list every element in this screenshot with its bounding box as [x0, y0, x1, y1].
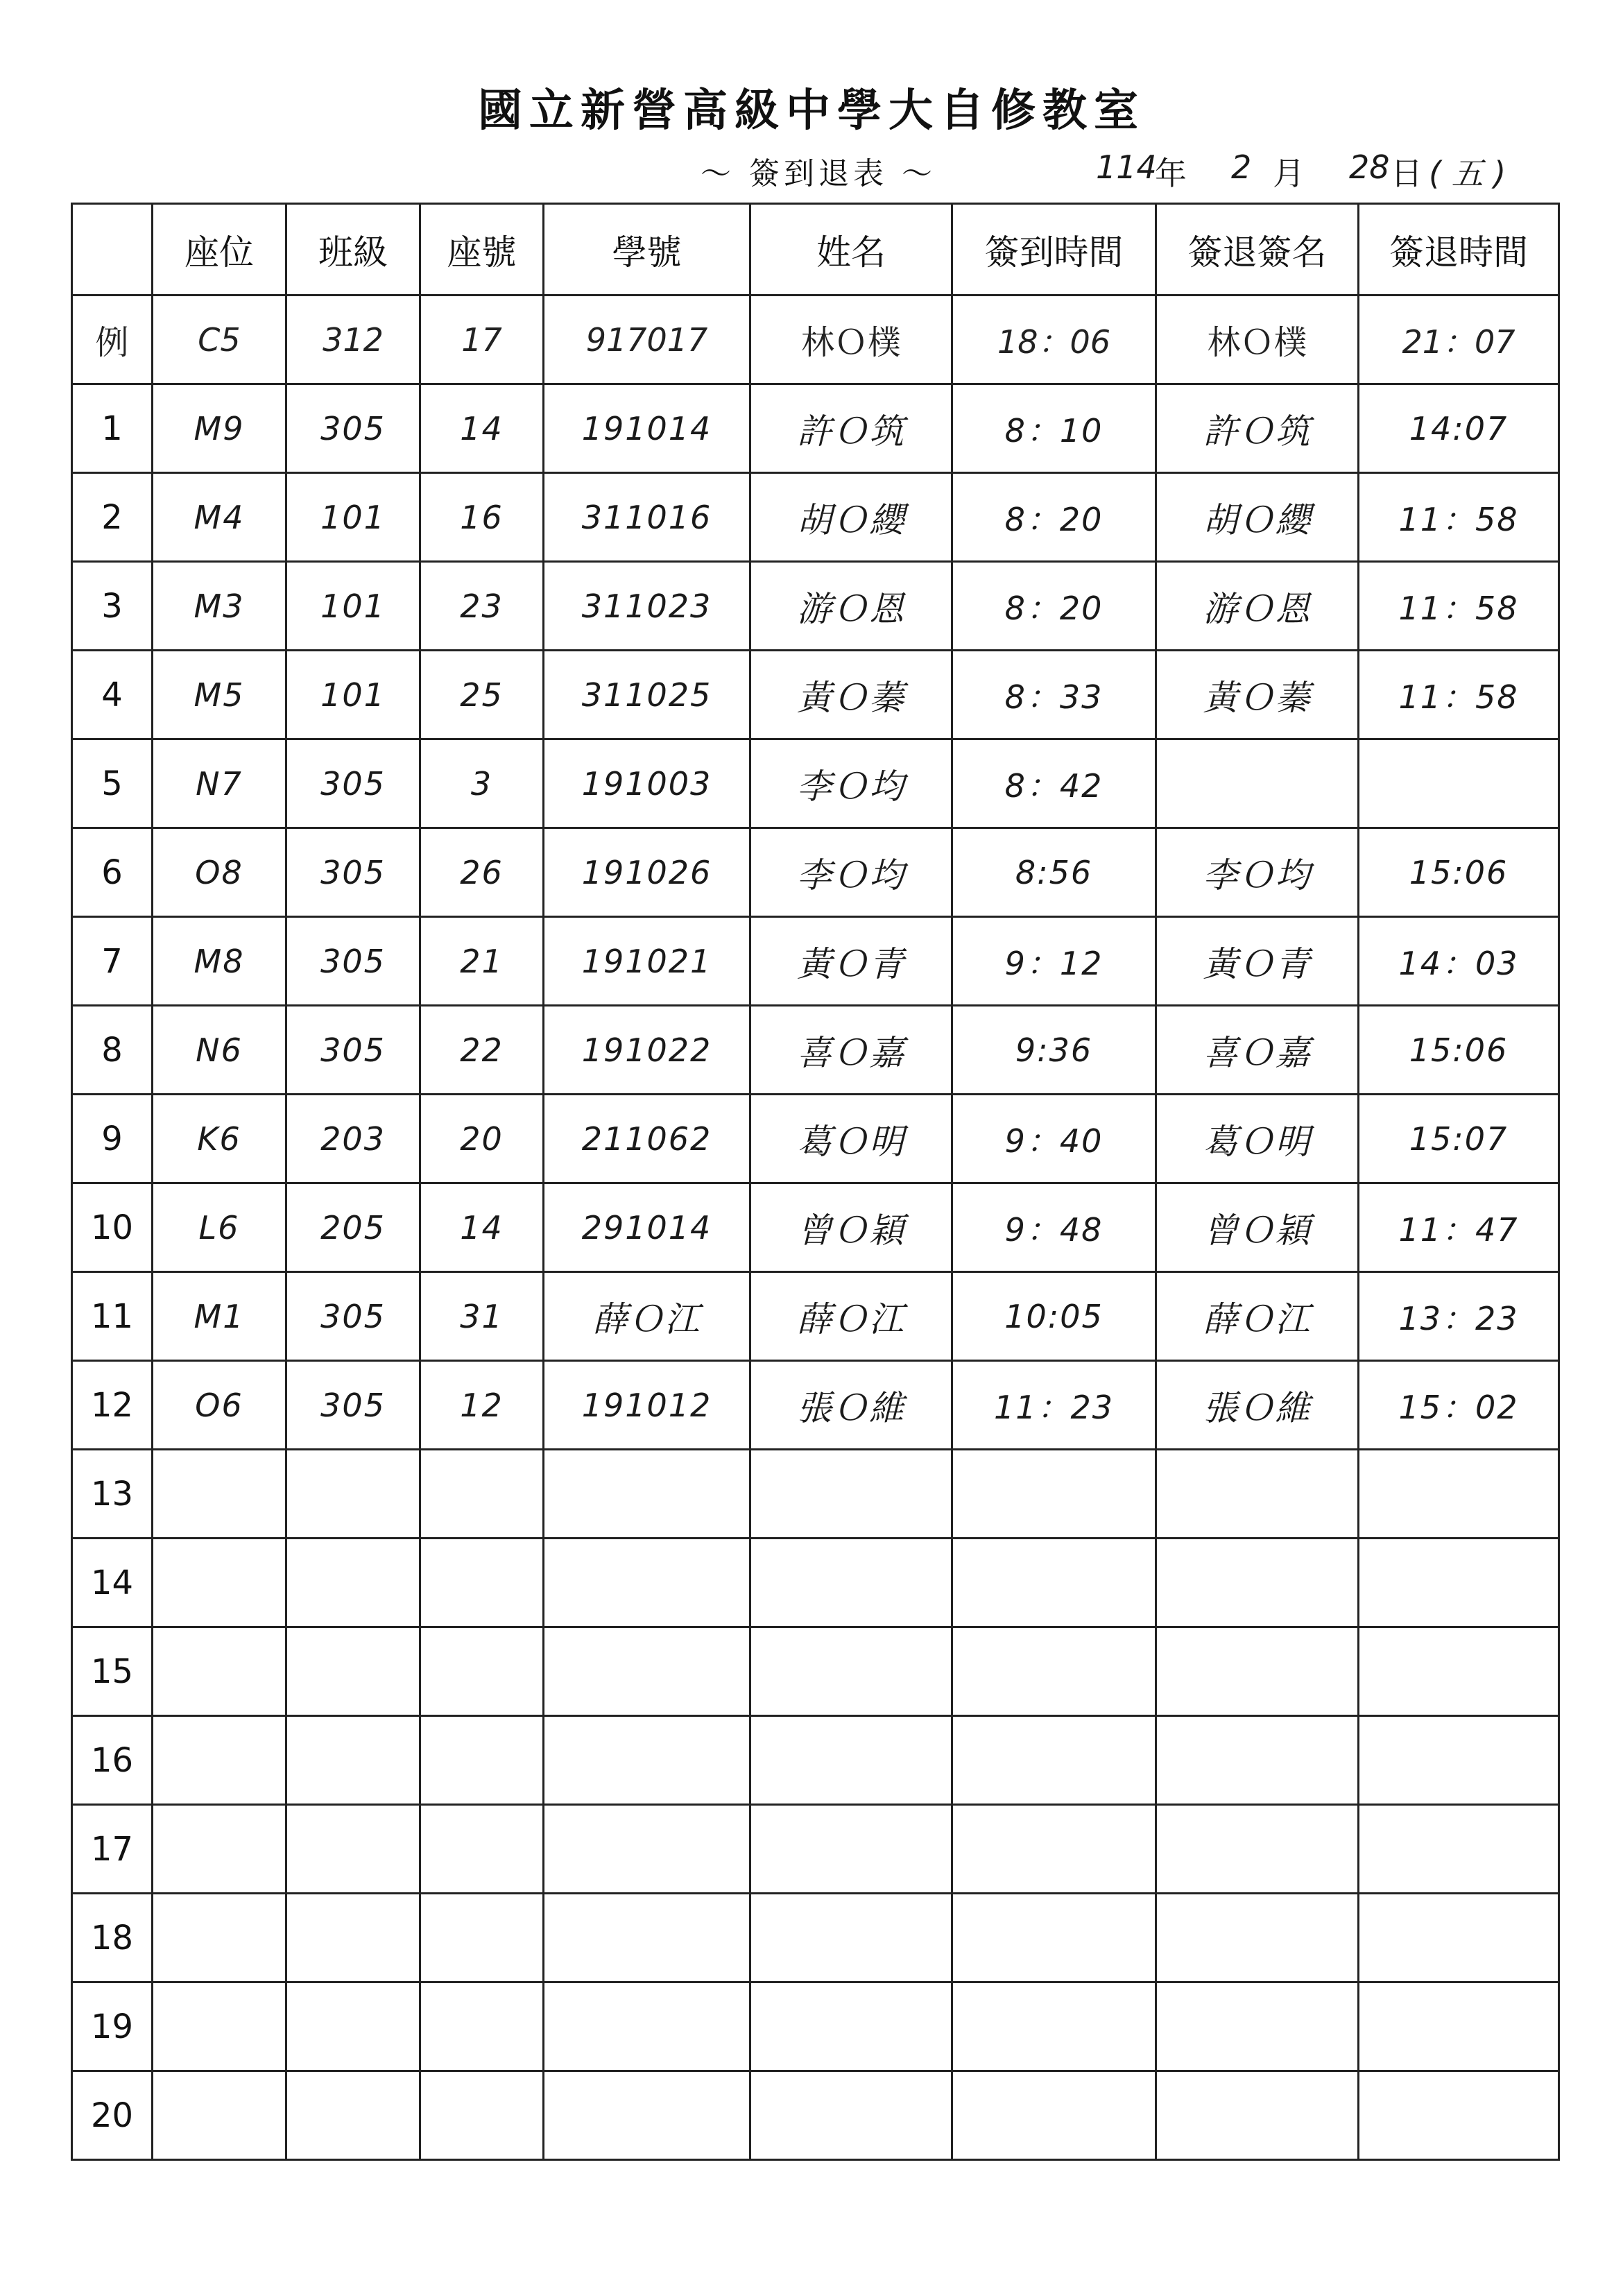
- cell-class: [286, 1805, 420, 1894]
- table-row: [72, 384, 1559, 473]
- cell-seat: [153, 1539, 286, 1627]
- cell-seat-no: [420, 2071, 544, 2160]
- header-sign-out-name: 簽退簽名: [1156, 204, 1359, 295]
- row-number: 14: [72, 1539, 153, 1627]
- header-seat: 座位: [153, 204, 286, 295]
- row-number: 9: [72, 1095, 153, 1183]
- cell-seat: [153, 1894, 286, 1982]
- row-number: 6: [72, 828, 153, 917]
- cell-sign-out-time: [1359, 1627, 1559, 1716]
- cell-sign-in-time: [952, 2071, 1156, 2160]
- cell-seat-no: 17: [420, 295, 544, 384]
- cell-seat-no: 12: [420, 1361, 544, 1450]
- cell-sign-out-name: 游Ｏ恩: [1156, 562, 1359, 651]
- cell-name: 曾Ｏ穎: [750, 1183, 952, 1272]
- row-number: 12: [72, 1361, 153, 1450]
- cell-sign-in-time: [952, 1450, 1156, 1539]
- cell-sign-out-time: [1359, 739, 1559, 828]
- cell-sign-out-name: [1156, 1539, 1359, 1627]
- cell-student-id: [544, 1716, 750, 1805]
- cell-seat: M4: [153, 473, 286, 562]
- row-number: 5: [72, 739, 153, 828]
- cell-sign-out-name: 曾Ｏ穎: [1156, 1183, 1359, 1272]
- cell-class: [286, 1894, 420, 1982]
- cell-sign-out-name: 葛Ｏ明: [1156, 1095, 1359, 1183]
- table-row: [72, 1716, 1559, 1805]
- cell-seat-no: 25: [420, 651, 544, 739]
- row-number: 19: [72, 1982, 153, 2071]
- cell-sign-out-time: 14:07: [1359, 384, 1559, 473]
- cell-class: [286, 1982, 420, 2071]
- row-number: 10: [72, 1183, 153, 1272]
- cell-student-id: 291014: [544, 1183, 750, 1272]
- cell-sign-in-time: 8：42: [952, 739, 1156, 828]
- cell-seat: M3: [153, 562, 286, 651]
- cell-name: [750, 1450, 952, 1539]
- table-header-row: [72, 204, 1559, 295]
- cell-sign-out-time: 21：07: [1359, 295, 1559, 384]
- cell-sign-in-time: [952, 1982, 1156, 2071]
- cell-sign-out-time: 15:06: [1359, 828, 1559, 917]
- cell-sign-out-name: [1156, 1894, 1359, 1982]
- cell-sign-in-time: [952, 1805, 1156, 1894]
- table-row: [72, 1627, 1559, 1716]
- cell-sign-out-time: 14：03: [1359, 917, 1559, 1006]
- header-seat-no: 座號: [420, 204, 544, 295]
- cell-sign-out-name: [1156, 1450, 1359, 1539]
- table-row: [72, 1894, 1559, 1982]
- cell-seat-no: 14: [420, 1183, 544, 1272]
- cell-name: [750, 1539, 952, 1627]
- cell-sign-in-time: [952, 1539, 1156, 1627]
- row-number: 11: [72, 1272, 153, 1361]
- row-number: 18: [72, 1894, 153, 1982]
- cell-seat-no: [420, 1450, 544, 1539]
- cell-sign-in-time: 8:56: [952, 828, 1156, 917]
- cell-student-id: [544, 1805, 750, 1894]
- cell-seat: [153, 1450, 286, 1539]
- cell-seat-no: 20: [420, 1095, 544, 1183]
- cell-class: 305: [286, 1361, 420, 1450]
- cell-name: 薛Ｏ江: [750, 1272, 952, 1361]
- cell-sign-in-time: 8：33: [952, 651, 1156, 739]
- cell-class: 203: [286, 1095, 420, 1183]
- cell-seat-no: [420, 1805, 544, 1894]
- cell-sign-out-time: 15:07: [1359, 1095, 1559, 1183]
- cell-name: 李Ｏ均: [750, 828, 952, 917]
- row-number: 4: [72, 651, 153, 739]
- cell-class: 305: [286, 917, 420, 1006]
- cell-seat: O8: [153, 828, 286, 917]
- page-title: 國立新營高級中學大自修教室: [478, 85, 1145, 137]
- cell-seat: M5: [153, 651, 286, 739]
- cell-seat-no: [420, 1627, 544, 1716]
- cell-seat: C5: [153, 295, 286, 384]
- cell-seat: L6: [153, 1183, 286, 1272]
- cell-sign-in-time: 9：12: [952, 917, 1156, 1006]
- table-row: [72, 562, 1559, 651]
- cell-student-id: 薛Ｏ江: [544, 1272, 750, 1361]
- cell-name: 葛Ｏ明: [750, 1095, 952, 1183]
- cell-seat-no: 16: [420, 473, 544, 562]
- cell-name: [750, 1894, 952, 1982]
- cell-seat-no: 14: [420, 384, 544, 473]
- cell-name: 張Ｏ維: [750, 1361, 952, 1450]
- cell-name: 許Ｏ筑: [750, 384, 952, 473]
- cell-student-id: [544, 1894, 750, 1982]
- cell-name: 胡Ｏ纓: [750, 473, 952, 562]
- cell-seat: [153, 1805, 286, 1894]
- cell-name: 游Ｏ恩: [750, 562, 952, 651]
- cell-class: 101: [286, 651, 420, 739]
- cell-class: [286, 1539, 420, 1627]
- cell-name: 李Ｏ均: [750, 739, 952, 828]
- header-sign-in-time: 簽到時間: [952, 204, 1156, 295]
- cell-student-id: 191014: [544, 384, 750, 473]
- cell-student-id: [544, 2071, 750, 2160]
- cell-sign-out-name: 林Ｏ樸: [1156, 295, 1359, 384]
- cell-sign-out-name: 喜Ｏ嘉: [1156, 1006, 1359, 1095]
- cell-class: 101: [286, 562, 420, 651]
- cell-name: [750, 1716, 952, 1805]
- cell-seat-no: 21: [420, 917, 544, 1006]
- table-row: [72, 828, 1559, 917]
- cell-class: 305: [286, 384, 420, 473]
- cell-student-id: 917017: [544, 295, 750, 384]
- cell-sign-out-time: [1359, 1805, 1559, 1894]
- cell-name: 林Ｏ樸: [750, 295, 952, 384]
- row-number: 7: [72, 917, 153, 1006]
- cell-seat-no: [420, 1539, 544, 1627]
- cell-sign-in-time: 18：06: [952, 295, 1156, 384]
- cell-seat-no: [420, 1982, 544, 2071]
- cell-sign-out-time: 11：58: [1359, 473, 1559, 562]
- row-number: 1: [72, 384, 153, 473]
- cell-sign-out-time: 13：23: [1359, 1272, 1559, 1361]
- cell-name: 黃Ｏ青: [750, 917, 952, 1006]
- cell-class: 305: [286, 1006, 420, 1095]
- cell-seat: [153, 1716, 286, 1805]
- cell-student-id: 191003: [544, 739, 750, 828]
- cell-sign-in-time: 11：23: [952, 1361, 1156, 1450]
- table-row: [72, 1539, 1559, 1627]
- date-day-unit: 日: [1391, 155, 1423, 192]
- cell-seat-no: 23: [420, 562, 544, 651]
- cell-sign-in-time: 8：20: [952, 562, 1156, 651]
- cell-student-id: 311025: [544, 651, 750, 739]
- table-row: [72, 1183, 1559, 1272]
- cell-sign-out-time: [1359, 1539, 1559, 1627]
- row-number: 2: [72, 473, 153, 562]
- cell-seat: [153, 1982, 286, 2071]
- cell-sign-out-name: 黃Ｏ青: [1156, 917, 1359, 1006]
- cell-name: [750, 1982, 952, 2071]
- cell-sign-in-time: [952, 1894, 1156, 1982]
- cell-sign-out-time: [1359, 1716, 1559, 1805]
- sign-in-out-table: [71, 203, 1560, 2161]
- cell-sign-out-time: 11：47: [1359, 1183, 1559, 1272]
- cell-seat: N7: [153, 739, 286, 828]
- cell-seat-no: 22: [420, 1006, 544, 1095]
- cell-sign-out-time: 15:06: [1359, 1006, 1559, 1095]
- table-row: [72, 1450, 1559, 1539]
- cell-seat-no: [420, 1894, 544, 1982]
- cell-seat: K6: [153, 1095, 286, 1183]
- cell-seat-no: 26: [420, 828, 544, 917]
- cell-sign-in-time: 8：10: [952, 384, 1156, 473]
- form-subtitle: ～ 簽到退表 ～: [701, 156, 936, 191]
- table-row: [72, 1095, 1559, 1183]
- cell-sign-out-name: 黃Ｏ蓁: [1156, 651, 1359, 739]
- cell-student-id: 211062: [544, 1095, 750, 1183]
- cell-seat-no: 31: [420, 1272, 544, 1361]
- cell-seat: M9: [153, 384, 286, 473]
- cell-seat: O6: [153, 1361, 286, 1450]
- cell-student-id: 191021: [544, 917, 750, 1006]
- date-year: 114: [1096, 148, 1157, 186]
- row-number: 例: [72, 295, 153, 384]
- cell-sign-out-name: [1156, 1627, 1359, 1716]
- cell-seat: [153, 2071, 286, 2160]
- row-number: 3: [72, 562, 153, 651]
- date-year-unit: 年: [1155, 155, 1187, 192]
- table-row: [72, 651, 1559, 739]
- cell-sign-out-time: 11：58: [1359, 651, 1559, 739]
- cell-sign-in-time: 8：20: [952, 473, 1156, 562]
- table-row: [72, 473, 1559, 562]
- cell-class: 312: [286, 295, 420, 384]
- cell-class: 101: [286, 473, 420, 562]
- cell-sign-in-time: 10:05: [952, 1272, 1156, 1361]
- cell-sign-in-time: [952, 1716, 1156, 1805]
- header-index: [72, 204, 153, 295]
- table-row: [72, 1982, 1559, 2071]
- date-weekday: ( 五 ): [1429, 155, 1506, 192]
- row-number: 17: [72, 1805, 153, 1894]
- cell-sign-out-name: [1156, 2071, 1359, 2160]
- cell-class: 305: [286, 1272, 420, 1361]
- cell-sign-in-time: 9：40: [952, 1095, 1156, 1183]
- header-name: 姓名: [750, 204, 952, 295]
- cell-sign-out-name: [1156, 1805, 1359, 1894]
- cell-sign-out-time: 11：58: [1359, 562, 1559, 651]
- cell-sign-out-name: 李Ｏ均: [1156, 828, 1359, 917]
- cell-sign-in-time: [952, 1627, 1156, 1716]
- cell-sign-out-time: 15：02: [1359, 1361, 1559, 1450]
- cell-seat-no: [420, 1716, 544, 1805]
- table-row: [72, 1006, 1559, 1095]
- cell-sign-out-name: 胡Ｏ纓: [1156, 473, 1359, 562]
- row-number: 8: [72, 1006, 153, 1095]
- header-sign-out-time: 簽退時間: [1359, 204, 1559, 295]
- header-student-id: 學號: [544, 204, 750, 295]
- table-row: [72, 1272, 1559, 1361]
- cell-student-id: [544, 1450, 750, 1539]
- cell-student-id: [544, 1539, 750, 1627]
- cell-student-id: [544, 1627, 750, 1716]
- cell-sign-in-time: 9:36: [952, 1006, 1156, 1095]
- cell-sign-out-time: [1359, 2071, 1559, 2160]
- cell-sign-out-name: 張Ｏ維: [1156, 1361, 1359, 1450]
- cell-class: [286, 1450, 420, 1539]
- cell-sign-in-time: 9：48: [952, 1183, 1156, 1272]
- table-row-example: [72, 295, 1559, 384]
- cell-sign-out-time: [1359, 1894, 1559, 1982]
- cell-seat: [153, 1627, 286, 1716]
- cell-seat: N6: [153, 1006, 286, 1095]
- cell-student-id: 191026: [544, 828, 750, 917]
- row-number: 15: [72, 1627, 153, 1716]
- cell-sign-out-name: 薛Ｏ江: [1156, 1272, 1359, 1361]
- cell-class: [286, 1627, 420, 1716]
- cell-sign-out-name: [1156, 1716, 1359, 1805]
- cell-name: [750, 1805, 952, 1894]
- cell-sign-out-time: [1359, 1450, 1559, 1539]
- cell-seat: M8: [153, 917, 286, 1006]
- table-row: [72, 1361, 1559, 1450]
- cell-student-id: 311023: [544, 562, 750, 651]
- cell-seat: M1: [153, 1272, 286, 1361]
- cell-class: [286, 1716, 420, 1805]
- cell-name: 喜Ｏ嘉: [750, 1006, 952, 1095]
- cell-sign-out-name: [1156, 739, 1359, 828]
- cell-sign-out-name: [1156, 1982, 1359, 2071]
- row-number: 13: [72, 1450, 153, 1539]
- cell-name: [750, 1627, 952, 1716]
- table-row: [72, 2071, 1559, 2160]
- cell-class: 305: [286, 739, 420, 828]
- date-month-unit: 月: [1273, 155, 1305, 192]
- cell-student-id: 311016: [544, 473, 750, 562]
- header-class: 班級: [286, 204, 420, 295]
- date-day: 28: [1349, 148, 1390, 186]
- cell-student-id: [544, 1982, 750, 2071]
- date-month: 2: [1231, 148, 1252, 186]
- cell-student-id: 191012: [544, 1361, 750, 1450]
- row-number: 16: [72, 1716, 153, 1805]
- cell-class: [286, 2071, 420, 2160]
- cell-name: [750, 2071, 952, 2160]
- row-number: 20: [72, 2071, 153, 2160]
- cell-sign-out-name: 許Ｏ筑: [1156, 384, 1359, 473]
- cell-class: 205: [286, 1183, 420, 1272]
- cell-class: 305: [286, 828, 420, 917]
- table-row: [72, 917, 1559, 1006]
- cell-sign-out-time: [1359, 1982, 1559, 2071]
- table-row: [72, 1805, 1559, 1894]
- cell-student-id: 191022: [544, 1006, 750, 1095]
- table-row: [72, 739, 1559, 828]
- cell-seat-no: 3: [420, 739, 544, 828]
- cell-name: 黃Ｏ蓁: [750, 651, 952, 739]
